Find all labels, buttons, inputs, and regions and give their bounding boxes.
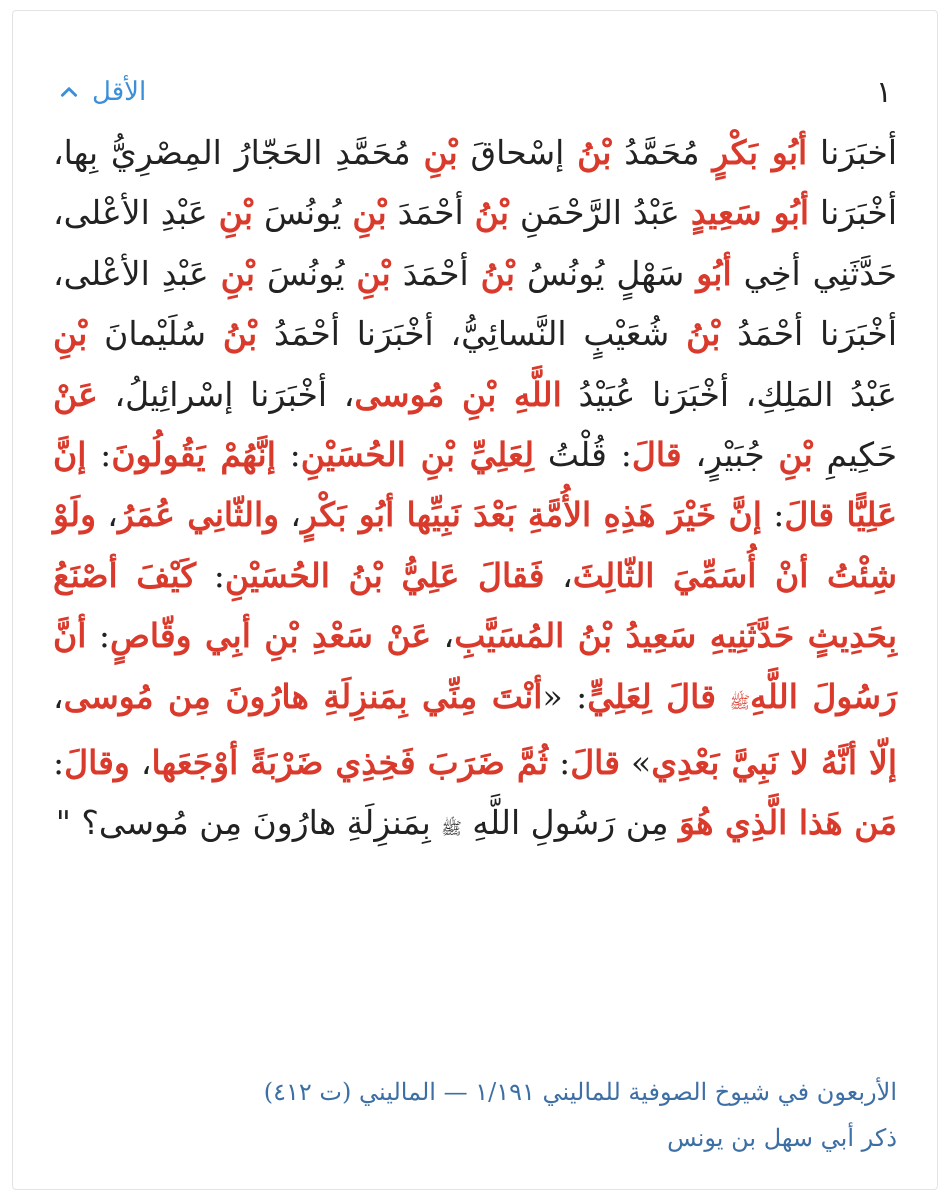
text-segment: بِمَنزِلَةِ هارُونَ مِن مُوسى؟ " <box>55 803 442 843</box>
text-segment <box>716 677 730 716</box>
highlighted-phrase: فَقالَ عَلِيُّ بْنُ الحُسَيْنِ <box>224 555 545 595</box>
highlighted-phrase: أنَّ رَسُولَ اللَّهِ <box>53 616 897 716</box>
text-segment: مِن رَسُولِ اللَّهِ <box>461 803 680 843</box>
text-segment: شُعَيْبٍ النَّسائِيُّ، أخْبَرَنا أحْمَدُ <box>257 314 687 354</box>
highlighted-phrase: مَن هَذا الَّذِي هُوَ <box>679 803 897 843</box>
highlighted-phrase: بْنِ <box>218 193 253 233</box>
highlighted-phrase: بْنُ <box>480 253 515 293</box>
text-segment: ، أخْبَرَنا إسْرائِيلُ، <box>97 374 355 414</box>
highlighted-phrase: بْنِ <box>220 253 255 293</box>
text-segment: ، <box>53 676 64 716</box>
text-segment: عَبْدُ المَلِكِ، أخْبَرَنا عُبَيْدُ <box>561 374 897 414</box>
text-segment: سَهْلٍ يُونُسُ <box>514 253 697 293</box>
highlighted-phrase: إنَّ خَيْرَ هَذِهِ الأُمَّةِ بَعْدَ نَبِيِّها أبُو بَكْرٍ <box>301 495 762 535</box>
hadith-card <box>12 10 938 1190</box>
chevron-up-icon <box>58 81 80 103</box>
highlighted-phrase: إنَّهُمْ يَقُولُونَ <box>111 435 276 475</box>
highlighted-phrase: ولَوْ شِئْتُ أنْ أُسَمِّيَ الثّالِثَ <box>53 495 898 595</box>
text-segment: » <box>620 743 652 783</box>
text-segment: : « <box>542 676 588 716</box>
highlighted-phrase: بْنِ <box>352 193 387 233</box>
highlighted-phrase: قالَ لِعَلِيٍّ <box>587 676 716 716</box>
text-segment: سُلَيْمانَ <box>87 314 223 354</box>
reference-section[interactable]: ذكر أبي سهل بن يونس <box>667 1124 897 1152</box>
text-segment: : <box>275 435 301 475</box>
text-segment: مُحَمَّدِ الحَجّارُ المِصْرِيُّ بِها، أخْبَرَنا <box>53 133 898 233</box>
text-segment: ، <box>544 555 573 595</box>
salutation-ligature: ﷺ <box>729 692 751 713</box>
highlighted-phrase: عَنْ سَعْدِ بْنِ أبِي وقّاصٍ <box>109 616 432 656</box>
text-segment: مُحَمَّدُ <box>611 133 713 172</box>
highlighted-phrase: كَيْفَ أصْنَعُ بِحَدِيثٍ حَدَّثَنِيهِ سَعِيدُ بْنُ المُسَيَّبِ <box>53 555 898 656</box>
text-segment: ، <box>279 495 301 535</box>
hadith-number: ١ <box>875 74 892 110</box>
highlighted-phrase: ثُمَّ ضَرَبَ فَخِذِي ضَرْبَةً أوْجَعَها <box>151 743 549 783</box>
show-less-label: الأقل <box>92 77 147 107</box>
show-less-toggle[interactable] <box>58 77 146 107</box>
highlighted-phrase: بْنِ <box>423 133 458 172</box>
text-segment: : <box>86 616 110 656</box>
highlighted-phrase: بْنِ <box>778 435 813 475</box>
text-segment: ، <box>96 495 118 535</box>
highlighted-phrase: عَنْ <box>53 374 98 414</box>
highlighted-phrase: والثّانِي عُمَرُ <box>117 495 280 535</box>
highlighted-phrase: بْنُ <box>474 193 509 233</box>
text-segment: ، <box>431 616 455 656</box>
highlighted-phrase: أبُو سَعِيدٍ <box>690 193 810 233</box>
text-segment: أحْمَدَ <box>390 253 481 293</box>
text-segment: عَبْدِ الأعْلى، أخْبَرَنا أحْمَدُ <box>53 253 897 354</box>
highlighted-phrase: قالَ <box>631 435 682 475</box>
highlighted-phrase: بْنُ <box>577 133 612 172</box>
text-segment: : <box>196 555 225 595</box>
text-segment: عَبْدُ الرَّحْمَنِ <box>508 193 691 233</box>
highlighted-phrase: أنْتَ مِنِّي بِمَنزِلَةِ هارُونَ مِن مُوسى <box>63 676 543 716</box>
text-segment: : <box>53 743 65 783</box>
highlighted-phrase: بْنِ <box>356 253 391 293</box>
text-segment: أحْمَدَ <box>386 193 475 233</box>
text-segment: يُونُسَ <box>254 253 357 293</box>
salutation-ligature: ﷺ <box>441 819 462 840</box>
hadith-text <box>53 123 897 860</box>
text-segment: ، <box>129 743 152 783</box>
reference-link[interactable]: الأربعون في شيوخ الصوفية للماليني ١/١٩١ — الماليني (ت ٤١٢) <box>263 1078 897 1106</box>
text-segment: : <box>761 495 785 535</box>
text-segment: : قُلْتُ <box>534 435 632 475</box>
highlighted-phrase: بْنِ <box>53 314 88 354</box>
highlighted-phrase: بْنُ <box>686 314 721 354</box>
highlighted-phrase: بْنُ <box>222 314 258 354</box>
highlighted-phrase: إلّا أنَّهُ لا نَبِيَّ بَعْدِي <box>651 743 898 783</box>
text-segment: إسْحاقَ <box>457 133 578 172</box>
highlighted-phrase: وقالَ <box>64 743 130 783</box>
highlighted-phrase: أبُو <box>696 253 732 293</box>
highlighted-phrase: اللَّهِ بْنِ مُوسى <box>354 374 562 414</box>
text-segment: عَبْدِ الأعْلى، حَدَّثَنِي أخِي <box>53 193 898 293</box>
text-segment: يُونُسَ <box>252 193 353 233</box>
source-reference <box>53 1069 897 1161</box>
text-segment: : <box>86 435 112 475</box>
highlighted-phrase: أبُو بَكْرٍ <box>712 133 808 172</box>
text-segment: حَكِيمِ <box>812 435 898 475</box>
highlighted-phrase: إنَّ عَلِيًّا قالَ <box>53 435 898 535</box>
card-header <box>58 67 892 117</box>
text-segment: : <box>548 743 571 783</box>
text-segment: أخبَرَنا <box>807 133 897 172</box>
highlighted-phrase: قالَ <box>570 743 621 783</box>
highlighted-phrase: لِعَلِيِّ بْنِ الحُسَيْنِ <box>300 435 535 475</box>
text-segment: جُبَيْرٍ، <box>681 435 779 475</box>
